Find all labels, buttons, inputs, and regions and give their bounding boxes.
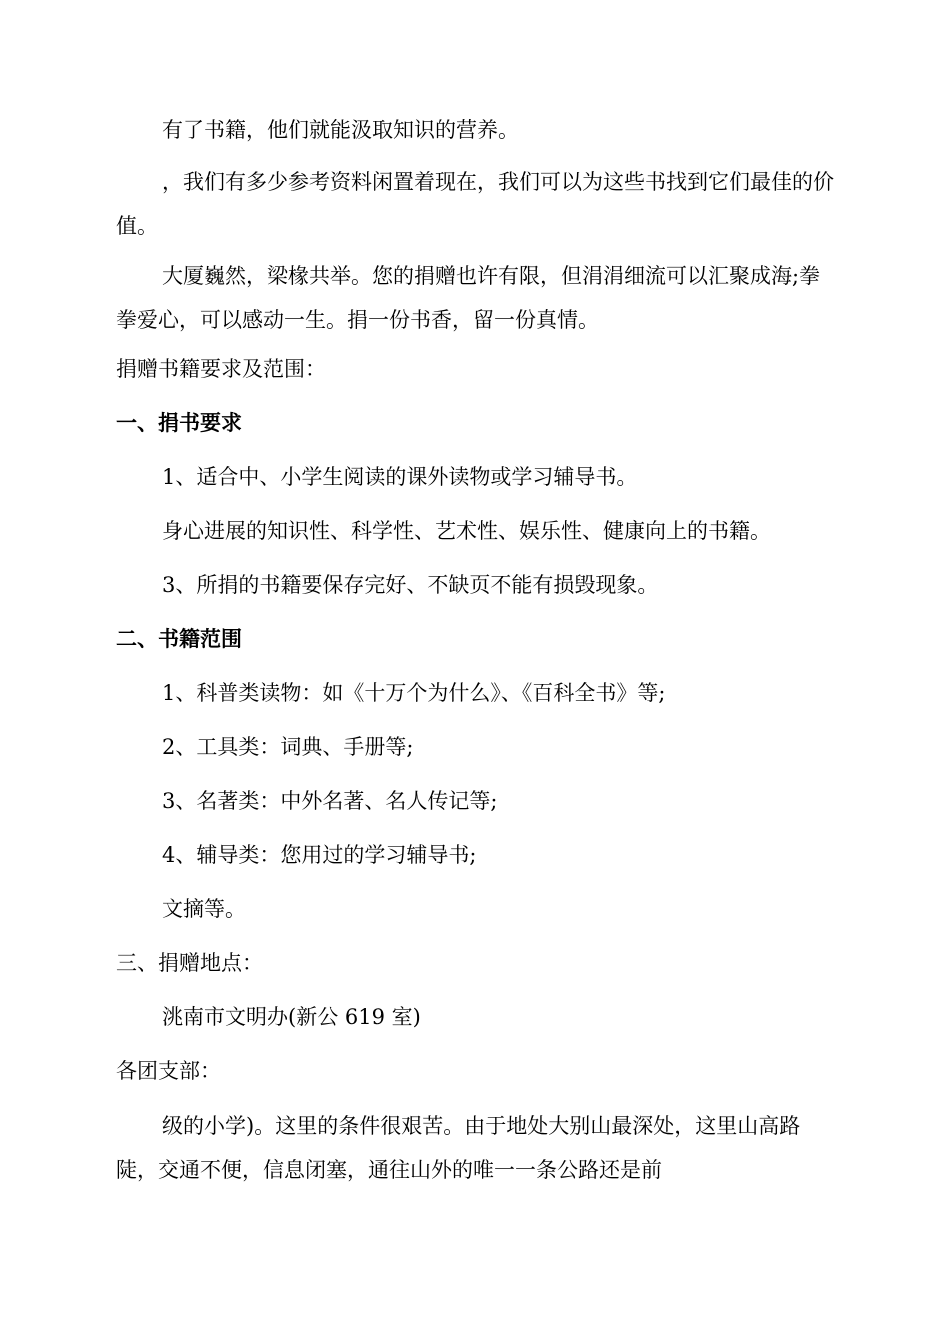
scope-item-3: 3、名著类：中外名著、名人传记等; xyxy=(162,789,498,813)
paragraph-school-conditions: 级的小学)。这里的条件很艰苦。由于地处大别山最深处，这里山高路陡，交通不便，信息闭塞，通往山外的唯一一条公路还是前 xyxy=(116,1114,801,1182)
paragraph-appeal: 大厦巍然，梁椽共举。您的捐赠也许有限，但涓涓细流可以汇聚成海;拳拳爱心，可以感动一生。捐一份书香，留一份真情。 xyxy=(116,264,821,332)
heading-book-scope: 二、书籍范围 xyxy=(116,627,242,651)
scope-item-2: 2、工具类：词典、手册等; xyxy=(162,735,414,759)
paragraph-idle-references: ，我们有多少参考资料闲置着现在，我们可以为这些书找到它们最佳的价值。 xyxy=(116,170,834,238)
heading-donation-requirements: 一、捐书要求 xyxy=(116,411,242,435)
paragraph-requirements-intro: 捐赠书籍要求及范围： xyxy=(116,357,326,381)
scope-item-5: 文摘等。 xyxy=(162,897,246,921)
location-text: 洮南市文明办(新公 619 室) xyxy=(162,1005,421,1029)
scope-item-1: 1、科普类读物：如《十万个为什么》、《百科全书》等; xyxy=(162,681,666,705)
paragraph-salutation: 各团支部： xyxy=(116,1059,221,1083)
requirement-item-3: 3、所捐的书籍要保存完好、不缺页不能有损毁现象。 xyxy=(162,573,659,597)
paragraph-books-nutrition: 有了书籍，他们就能汲取知识的营养。 xyxy=(162,118,519,142)
scope-item-4: 4、辅导类：您用过的学习辅导书; xyxy=(162,843,477,867)
requirement-item-2: 身心进展的知识性、科学性、艺术性、娱乐性、健康向上的书籍。 xyxy=(162,519,771,543)
heading-donation-location: 三、捐赠地点： xyxy=(116,951,263,975)
requirement-item-1: 1、适合中、小学生阅读的课外读物或学习辅导书。 xyxy=(162,465,638,489)
